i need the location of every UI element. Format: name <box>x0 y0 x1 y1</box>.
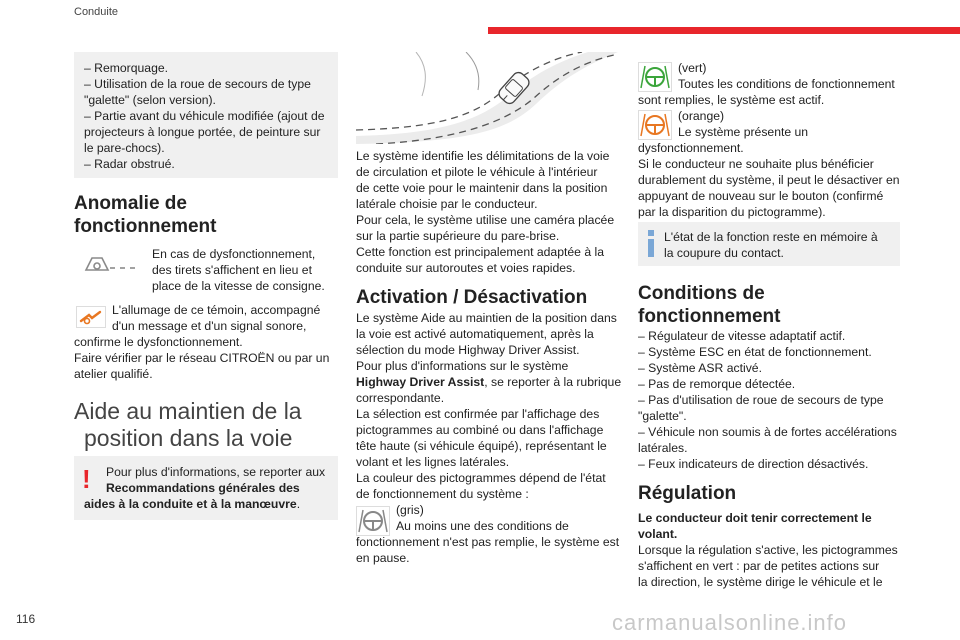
list-item: – Véhicule non soumis à de fortes accélérations <box>638 425 897 439</box>
anomaly-heading: Anomalie de fonctionnement <box>74 193 217 237</box>
list-item: projecteurs à longue portée, de peinture sur <box>84 125 321 139</box>
list-item: – Pas de remorque détectée. <box>638 377 796 391</box>
regulation-heading: Régulation <box>638 483 737 504</box>
page-number: 116 <box>16 612 36 626</box>
header-accent-bar <box>488 27 960 34</box>
regulation-text: Le conducteur doit tenir correctement le volant. Lorsque la régulation s'active, les pictogrammes s'affichent en vert : par de petites actions sur la direction, le système dirige le véhicule et le <box>638 511 898 589</box>
conditions-list <box>638 328 897 472</box>
restrictions-list <box>84 60 325 172</box>
list-item: – Système ASR activé. <box>638 361 762 375</box>
list-item: – Pas d'utilisation de roue de secours de type <box>638 393 884 407</box>
activation-text: Le système Aide au maintien de la position dans la voie est activé automatiquement, après la sélection du mode Highway Driver Assist. Pour plus d'informations sur le système Highway Driver Assist, se reporter à la rubrique correspondante. La sélection est confirmée par l'affichage des pictogrammes au combiné ou dans l'affichage tête haute (si véhicule équipé), représentant le volant et les lignes latérales. La couleur des pictogrammes dépend de l'état de fonctionnement du système : <box>356 311 622 501</box>
warning-text: Pour plus d'informations, se reporter aux Recommandations générales des aides à la conduite et à la manœuvre. <box>84 465 326 511</box>
watermark: carmanualsonline.info <box>612 610 848 635</box>
list-item: – Remorquage. <box>84 61 169 75</box>
list-item: "galette". <box>638 409 687 423</box>
lane-intro-text: Le système identifie les délimitations de la voie de circulation et pilote le véhicule à l'intérieur de cette voie pour le maintenir dans la position latérale choisie par le conducteur. Pour cela, le système utilise une caméra placée sur la partie supérieure du pare-brise. Cette fonction est principalement adaptée à la conduite sur autoroutes et voies rapides. <box>356 149 615 275</box>
green-state-text: (vert) Toutes les conditions de fonctionnement sont remplies, le système est actif. <box>638 61 895 107</box>
lamp-text: L'allumage de ce témoin, accompagné d'un message et d'un signal sonore, confirme le dysfonctionnement. Faire vérifier par le réseau CITROËN ou par un atelier qualifié. <box>74 303 330 381</box>
list-item: le pare-chocs). <box>84 141 165 155</box>
list-item: "galette" (selon version). <box>84 93 216 107</box>
grey-state-text: (gris) Au moins une des conditions de fonctionnement n'est pas remplie, le système est en pause. <box>356 503 620 565</box>
list-item: – Système ESC en état de fonctionnement. <box>638 345 872 359</box>
list-item: latérales. <box>638 441 688 455</box>
list-item: – Feux indicateurs de direction désactivés. <box>638 457 869 471</box>
dashes-text: En cas de dysfonctionnement, des tirets s'affichent en lieu et place de la vitesse de consigne. <box>152 247 325 293</box>
lane-keeping-heading: Aide au maintien de la position dans la voie <box>74 398 302 451</box>
orange-state-text: (orange) Le système présente un dysfonctionnement. Si le conducteur ne souhaite plus bénéficier durablement du système, il peut le désactiver en appuyant de nouveau sur le bouton (confirmé par la disparition du pictogramme). <box>638 109 900 219</box>
activation-heading: Activation / Désactivation <box>356 287 588 308</box>
list-item: – Partie avant du véhicule modifiée (ajout de <box>84 109 325 123</box>
info-text: L'état de la fonction reste en mémoire à la coupure du contact. <box>664 230 878 260</box>
list-item: – Radar obstrué. <box>84 157 175 171</box>
info-icon <box>648 230 654 258</box>
lane-illustration <box>356 52 618 144</box>
section-title: Conduite <box>74 6 119 18</box>
speed-dashes-icon <box>82 254 140 276</box>
list-item: – Utilisation de la roue de secours de type <box>84 77 311 91</box>
exclamation-icon: ! <box>82 464 91 494</box>
list-item: – Régulateur de vitesse adaptatif actif. <box>638 329 846 343</box>
conditions-heading: Conditions de fonctionnement <box>638 283 781 327</box>
